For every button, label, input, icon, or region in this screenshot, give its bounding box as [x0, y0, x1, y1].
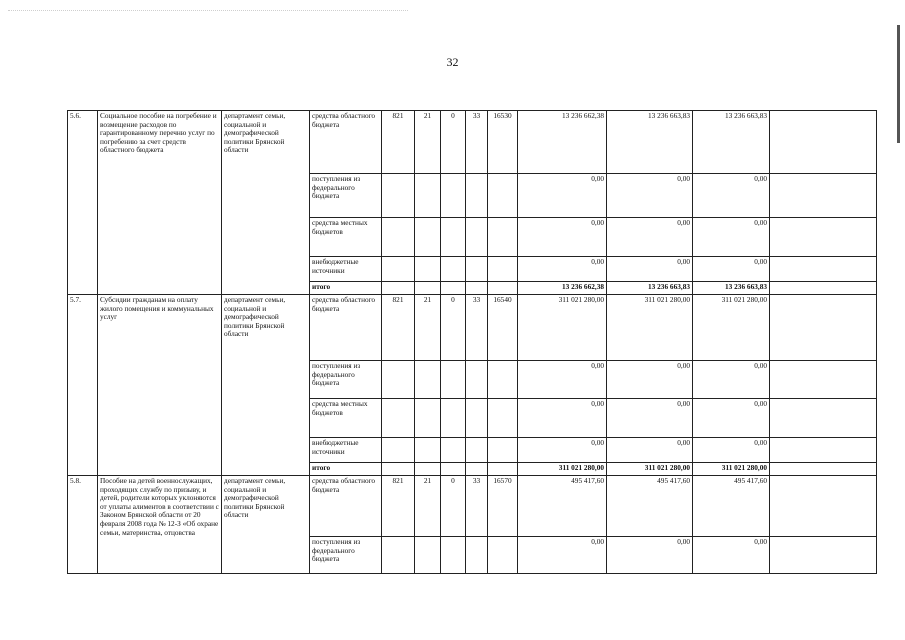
amount-year-3: 0,00: [693, 361, 770, 399]
row-number: 5.8.: [68, 476, 98, 574]
amount-year-2: 0,00: [607, 218, 693, 257]
amount-year-1: 0,00: [518, 361, 607, 399]
code-grbs: 821: [382, 295, 415, 361]
code-subprogram: 0: [441, 476, 466, 537]
table-row: [68, 111, 877, 174]
code-expense: 16530: [488, 111, 518, 174]
executor: департамент семьи, социальной и демографической политики Брянской области: [222, 476, 310, 574]
amount-year-3: 0,00: [693, 537, 770, 574]
amount-year-3: 0,00: [693, 399, 770, 438]
table-row: [68, 295, 877, 361]
executor: департамент семьи, социальной и демографической политики Брянской области: [222, 111, 310, 295]
amount-year-1: 0,00: [518, 438, 607, 463]
amount-year-2: 0,00: [607, 537, 693, 574]
total-year-2: 311 021 280,00: [607, 463, 693, 476]
extra-cell: [770, 295, 877, 361]
amount-year-2: 495 417,60: [607, 476, 693, 537]
code-grbs: 821: [382, 111, 415, 174]
funding-source: внебюджетные источники: [310, 438, 382, 463]
amount-year-3: 0,00: [693, 438, 770, 463]
total-year-3: 311 021 280,00: [693, 463, 770, 476]
row-number: 5.7.: [68, 295, 98, 476]
amount-year-1: 0,00: [518, 257, 607, 282]
amount-year-1: 0,00: [518, 399, 607, 438]
funding-source: средства местных бюджетов: [310, 399, 382, 438]
amount-year-2: 13 236 663,83: [607, 111, 693, 174]
funding-source: итого: [310, 282, 382, 295]
code-grbs: 821: [382, 476, 415, 537]
amount-year-2: 0,00: [607, 174, 693, 218]
amount-year-2: 0,00: [607, 361, 693, 399]
amount-year-3: 0,00: [693, 174, 770, 218]
page-number: 32: [446, 55, 459, 69]
code-expense: 16540: [488, 295, 518, 361]
code-program: 21: [415, 476, 441, 537]
amount-year-2: 311 021 280,00: [607, 295, 693, 361]
measure-name: Пособие на детей военнослужащих, проходящих службу по призыву, и детей, родители которых уклоняются от уплаты алиментов в соответствии с Законом Брянской области от 20 февраля 2008 года № 12-З «Об охране семьи, материнства, отцовства: [98, 476, 222, 574]
table-row: [68, 476, 877, 537]
funding-source: средства областного бюджета: [310, 295, 382, 361]
amount-year-1: 0,00: [518, 174, 607, 218]
funding-source: средства областного бюджета: [310, 476, 382, 537]
amount-year-1: 311 021 280,00: [518, 295, 607, 361]
amount-year-3: 0,00: [693, 218, 770, 257]
funding-source: поступления из федерального бюджета: [310, 537, 382, 574]
funding-source: поступления из федерального бюджета: [310, 361, 382, 399]
code-subprogram: 0: [441, 111, 466, 174]
amount-year-2: 0,00: [607, 257, 693, 282]
row-number: 5.6.: [68, 111, 98, 295]
amount-year-1: 13 236 662,38: [518, 111, 607, 174]
extra-cell: [770, 111, 877, 174]
funding-source: поступления из федерального бюджета: [310, 174, 382, 218]
amount-year-1: 0,00: [518, 537, 607, 574]
funding-source: внебюджетные источники: [310, 257, 382, 282]
code-expense: 16570: [488, 476, 518, 537]
amount-year-2: 0,00: [607, 399, 693, 438]
total-year-1: 13 236 662,38: [518, 282, 607, 295]
funding-source: средства местных бюджетов: [310, 218, 382, 257]
amount-year-3: 311 021 280,00: [693, 295, 770, 361]
page-edge-mark: [897, 25, 900, 143]
amount-year-2: 0,00: [607, 438, 693, 463]
code-direction: 33: [466, 111, 488, 174]
code-program: 21: [415, 111, 441, 174]
total-year-2: 13 236 663,83: [607, 282, 693, 295]
measure-name: Субсидии гражданам на оплату жилого помещения и коммунальных услуг: [98, 295, 222, 476]
funding-source: итого: [310, 463, 382, 476]
code-direction: 33: [466, 476, 488, 537]
total-year-3: 13 236 663,83: [693, 282, 770, 295]
code-direction: 33: [466, 295, 488, 361]
code-subprogram: 0: [441, 295, 466, 361]
executor: департамент семьи, социальной и демографической политики Брянской области: [222, 295, 310, 476]
scan-artifact: [8, 10, 408, 19]
amount-year-1: 0,00: [518, 218, 607, 257]
measure-name: Социальное пособие на погребение и возмещение расходов по гарантированному перечню услуг по погребению за счет средств областного бюджета: [98, 111, 222, 295]
funding-source: средства областного бюджета: [310, 111, 382, 174]
amount-year-3: 0,00: [693, 257, 770, 282]
amount-year-1: 495 417,60: [518, 476, 607, 537]
budget-table: [67, 110, 877, 574]
total-year-1: 311 021 280,00: [518, 463, 607, 476]
code-program: 21: [415, 295, 441, 361]
amount-year-3: 495 417,60: [693, 476, 770, 537]
extra-cell: [770, 476, 877, 537]
amount-year-3: 13 236 663,83: [693, 111, 770, 174]
